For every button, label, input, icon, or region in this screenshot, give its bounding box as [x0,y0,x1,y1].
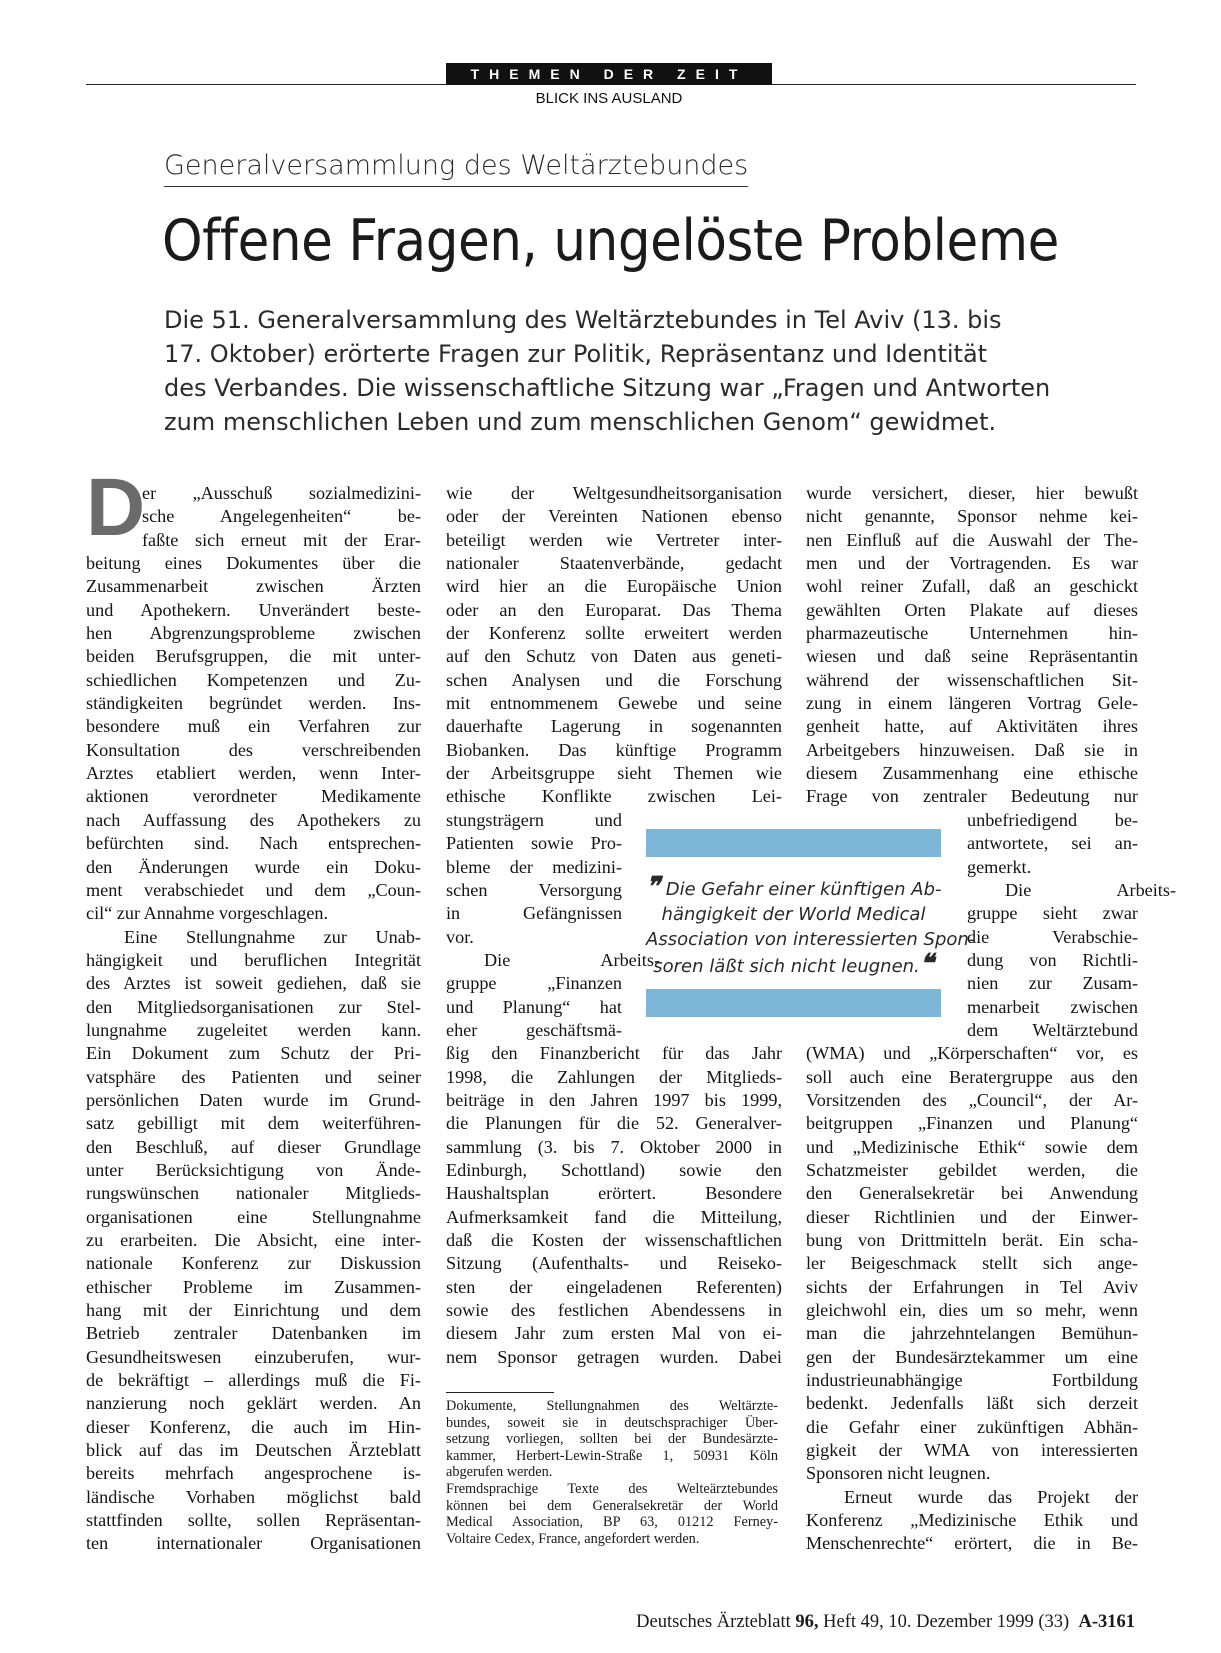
drop-cap: D [86,462,146,553]
text-line: Zusammenarbeit zwischen Ärzten [86,576,421,597]
text-line: sche Angelegenheiten“ be- [142,506,421,527]
text-line: nationale Konferenz zur Diskussion [86,1253,421,1274]
page-number: A-3161 [1078,1612,1135,1632]
footnote-line: Medical Association, BP 63, 01212 Ferney- [446,1514,778,1531]
text-line: Schatzmeister gebildet werden, die [806,1159,1138,1180]
text-line: satz gebilligt mit dem weiterführen- [86,1113,421,1134]
section-label: THEMEN DER ZEIT [446,63,772,85]
text-line: ländische Vorhaben möglichst bald [86,1486,421,1507]
text-line: wiesen und daß seine Repräsentantin [806,646,1138,667]
text-line: nationaler Staatenverbände, gedacht [446,553,782,574]
text-line: eher geschäftsmä- [446,1019,622,1040]
text-line: genheit hatte, auf Aktivitäten ihres [806,716,1138,737]
text-line: Sponsoren nicht leugnen. [806,1463,991,1484]
text-line: und Apothekern. Unverändert beste- [86,599,421,620]
text-line: Edinburgh, Schottland) sowie den [446,1159,782,1180]
body-column-1 [86,482,421,1556]
text-line: ler Beigeschmack stellt sich ange- [806,1253,1138,1274]
text-line: persönlichen Daten wurde im Grund- [86,1089,421,1110]
lead-line: 17. Oktober) erörterte Fragen zur Politik, Repräsentanz und Identität [164,340,988,368]
text-line: den Mitgliedsorganisationen zur Stel- [86,996,421,1017]
text-line: nem Sponsor getragen wurden. Dabei [446,1346,782,1367]
text-line: den Generalsekretär bei Anwendung [806,1183,1138,1204]
article-title: Offene Fragen, ungelöste Probleme [162,208,1059,274]
volume-number: 96, [795,1612,819,1632]
text-line: menarbeit zwischen [967,996,1138,1017]
text-line: daß die Kosten der wissenschaftlichen [446,1230,782,1250]
text-line: die Gefahr einer zukünftigen Abhän- [806,1416,1138,1437]
text-line: pharmazeutische Unternehmen hin- [806,623,1138,644]
footnote-line: bundes, soweit sie in deutschsprachiger Über- [446,1414,778,1431]
text-line: cil“ zur Annahme vorgeschlagen. [86,903,329,924]
article-kicker: Generalversammlung des Weltärztebundes [164,150,748,187]
text-line: rungswünschen nationaler Mitglieds- [86,1183,421,1204]
text-line: dieser Richtlinien und der Einwer- [806,1206,1138,1227]
text-line: ten internationaler Organisationen [86,1533,421,1554]
pull-quote-bar-bottom [646,989,941,1017]
text-line: blick auf das im Deutschen Ärzteblatt [86,1440,421,1461]
text-line: hang mit der Einrichtung und dem [86,1300,421,1321]
text-line: hen Abgrenzungsprobleme zwischen [86,623,421,644]
text-line: gewählten Orten Plakate auf dieses [806,599,1138,620]
text-line: diesem Zusammenhang eine ethische [806,763,1138,784]
pull-quote [646,829,976,1019]
text-line: Menschenrechte“ erörtert, die in Be- [806,1533,1138,1554]
text-line: lungnahme zugeleitet werden kann. [86,1019,421,1040]
text-line: sten der eingeladenen Referenten) [446,1276,782,1297]
text-line: die Verabschie- [967,926,1138,947]
text-line: oder an den Europarat. Das Thema [446,599,782,620]
text-line: dung von Richtli- [967,949,1138,970]
text-line: wie der Weltgesundheitsorganisation [446,483,782,503]
text-line: ethischer Probleme im Zusammen- [86,1276,421,1297]
text-line: des Arztes ist soweit gediehen, daß sie [86,973,421,994]
text-line: Konsultation des verschreibenden [86,739,421,760]
article-lead [164,303,1064,439]
footnote-rule [446,1392,554,1393]
text-line: Aufmerksamkeit fand die Mitteilung, [446,1206,782,1227]
text-line: nen Einfluß auf die Auswahl der The- [806,529,1138,550]
text-line: sichts der Erfahrungen in Tel Aviv [806,1276,1138,1297]
text-line: vor. [446,926,474,947]
text-line: Die Arbeits- [484,949,660,970]
text-line: gruppe sieht zwar [967,903,1138,924]
text-line: beitgruppen „Finanzen und Planung“ [806,1113,1138,1134]
text-line: wird hier an die Europäische Union [446,576,782,597]
text-line: nach Auffassung des Apothekers zu [86,809,421,830]
text-line: ment verabschiedet und dem „Coun- [86,879,421,900]
text-line: Erneut wurde das Projekt der [844,1486,1138,1507]
text-line: gemerkt. [967,856,1032,877]
open-quote-mark: ❞ [646,872,660,902]
text-line: Arbeitgebers hinzuweisen. Daß sie in [806,739,1138,760]
text-line: mit entnommenem Gewebe und seine [446,693,782,714]
text-line: der Arbeitsgruppe sieht Themen wie [446,763,782,784]
text-line: er „Ausschuß sozialmedizini- [142,483,421,503]
text-line: sammlung (3. bis 7. Oktober 2000 in [446,1136,782,1157]
text-line: vatsphäre des Patienten und seiner [86,1066,421,1087]
pull-quote-text [646,872,976,979]
text-line: industrieunabhängige Fortbildung [806,1370,1138,1391]
text-line: auf den Schutz von Daten aus geneti- [446,646,782,667]
text-line: beitung eines Dokumentes über die [86,553,421,574]
text-line: in Gefängnissen [446,903,622,924]
text-line: gleichwohl ein, dies um so mehr, wenn [806,1300,1138,1321]
text-line: bung von Drittmitteln berät. Ein scha- [806,1230,1138,1250]
footnote-line: kammer, Herbert-Lewin-Straße 1, 50931 Köln [446,1447,778,1464]
text-line: gen der Bundesärztekammer um eine [806,1346,1138,1367]
text-line: Biobanken. Das künftige Programm [446,739,782,760]
text-line: Arztes etabliert werden, wenn Inter- [86,763,421,784]
text-line: während der wissenschaftlichen Sit- [806,669,1138,690]
footnote [446,1398,778,1547]
pull-quote-line: Die Gefahr einer künftigen Ab- [665,879,942,900]
footnote-line: Fremdsprachige Texte des Welteärztebundes [446,1480,778,1497]
text-line: Die Arbeits- [1005,879,1176,900]
text-line: befürchten sind. Nach entsprechen- [86,833,421,854]
text-line: besondere muß ein Verfahren zur [86,716,421,737]
text-line: beteiligt werden wie Vertreter inter- [446,529,782,550]
text-line: gruppe „Finanzen [446,973,622,994]
text-line: nicht genannte, Sponsor nehme kei- [806,506,1138,527]
page-footer [636,1612,1135,1633]
issue-date: Heft 49, 10. Dezember 1999 (33) [823,1612,1070,1632]
text-line: sowie des festlichen Abendessens in [446,1300,782,1321]
text-line: wohl reiner Zufall, daß an geschickt [806,576,1138,597]
text-line: zu erarbeiten. Die Absicht, eine inter- [86,1230,421,1250]
footnote-line: abgerufen werden. [446,1464,553,1481]
text-line: ethische Konflikte zwischen Lei- [446,786,782,807]
text-line: gigkeit der WMA von interessierten [806,1440,1138,1461]
text-line: aktionen verordneter Medikamente [86,786,421,807]
pull-quote-line: Association von interessierten Spon- [646,929,976,950]
footnote-line: setzung vorliegen, sollten bei der Bundesärzte- [446,1431,778,1448]
text-line: Patienten sowie Pro- [446,833,622,854]
text-line: stattfinden sollte, sollen Repräsentan- [86,1510,421,1531]
text-line: nanzierung noch geklärt werden. An [86,1393,421,1414]
text-line: ßig den Finanzbericht für das Jahr [446,1043,782,1064]
subsection-label: BLICK INS AUSLAND [535,90,683,107]
text-line: men und der Vortragenden. Es war [806,553,1138,574]
text-line: nien zur Zusam- [967,973,1138,994]
text-line: dieser Konferenz, die auch im Hin- [86,1416,421,1437]
text-line: ständigkeiten begründet werden. Ins- [86,693,421,714]
text-line: und „Medizinische Ethik“ sowie dem [806,1136,1138,1157]
text-line: Betrieb zentraler Datenbanken im [86,1323,421,1344]
text-line: schen Versorgung [446,879,622,900]
text-line: bedenkt. Jedenfalls läßt sich derzeit [806,1393,1138,1414]
text-line: dauerhafte Lagerung in sogenannten [446,716,782,737]
footnote-line: Dokumente, Stellungnahmen des Weltärzte- [446,1398,778,1414]
text-line: (WMA) und „Körperschaften“ vor, es [806,1043,1138,1064]
text-line: und Planung“ hat [446,996,622,1017]
text-line: beiträge in den Jahren 1997 bis 1999, [446,1089,782,1110]
text-line: Gesundheitswesen einzuberufen, wur- [86,1346,421,1367]
text-line: Haushaltsplan erörtert. Besondere [446,1183,782,1204]
text-line: Sitzung (Aufenthalts- und Reiseko- [446,1253,782,1274]
text-line: den Beschluß, auf dieser Grundlage [86,1136,421,1157]
footnote-line: können bei dem Generalsekretär der World [446,1497,778,1514]
close-quote-mark: ❝ [919,949,934,979]
text-line: bleme der medizini- [446,856,622,877]
text-line: faßte sich erneut mit der Erar- [142,529,421,550]
text-line: antwortete, sei an- [967,833,1138,854]
text-line: oder der Vereinten Nationen ebenso [446,506,782,527]
lead-line: zum menschlichen Leben und zum menschlichen Genom“ gewidmet. [164,408,997,436]
text-line: zung in einem längeren Vortrag Gele- [806,693,1138,714]
text-line: man die jahrzehntelangen Bemühun- [806,1323,1138,1344]
lead-line: des Verbandes. Die wissenschaftliche Sitzung war „Fragen und Antworten [164,374,1051,402]
text-line: stungsträgern und [446,809,622,830]
text-line: Frage von zentraler Bedeutung nur [806,786,1138,807]
text-line: de bekräftigt – allerdings muß die Fi- [86,1370,421,1391]
text-line: soll auch eine Beratergruppe aus den [806,1066,1138,1087]
text-line: hängigkeit und beruflichen Integrität [86,949,421,970]
text-line: 1998, die Zahlungen der Mitglieds- [446,1066,782,1087]
pull-quote-bar-top [646,829,941,857]
text-line: wurde versichert, dieser, hier bewußt [806,483,1138,503]
lead-line: Die 51. Generalversammlung des Weltärztebundes in Tel Aviv (13. bis [164,306,1002,334]
text-line: diesem Jahr zum ersten Mal von ei- [446,1323,782,1344]
text-line: beiden Berufsgruppen, die mit unter- [86,646,421,667]
pull-quote-line: soren läßt sich nicht leugnen. [653,956,920,977]
text-line: dem Weltärztebund [967,1019,1138,1040]
text-line: schen Analysen und die Forschung [446,669,782,690]
text-line: Ein Dokument zum Schutz der Pri- [86,1043,421,1064]
footnote-line: Voltaire Cedex, France, angefordert werden. [446,1530,700,1547]
text-line: Konferenz „Medizinische Ethik und [806,1510,1138,1531]
text-line: die Planungen für die 52. Generalver- [446,1113,782,1134]
text-line: Vorsitzenden des „Council“, der Ar- [806,1089,1138,1110]
text-line: Eine Stellungnahme zur Unab- [124,926,421,947]
text-line: der Konferenz sollte erweitert werden [446,623,782,644]
journal-name: Deutsches Ärzteblatt [636,1612,791,1632]
text-line: den Änderungen wurde ein Doku- [86,856,421,877]
text-line: unter Berücksichtigung von Ände- [86,1159,421,1180]
text-line: schiedlichen Kompetenzen und Zu- [86,669,421,690]
text-line: bereits mehrfach angesprochene is- [86,1463,421,1484]
text-line: organisationen eine Stellungnahme [86,1206,421,1227]
text-line: unbefriedigend be- [967,809,1138,830]
pull-quote-line: hängigkeit der World Medical [661,904,926,925]
